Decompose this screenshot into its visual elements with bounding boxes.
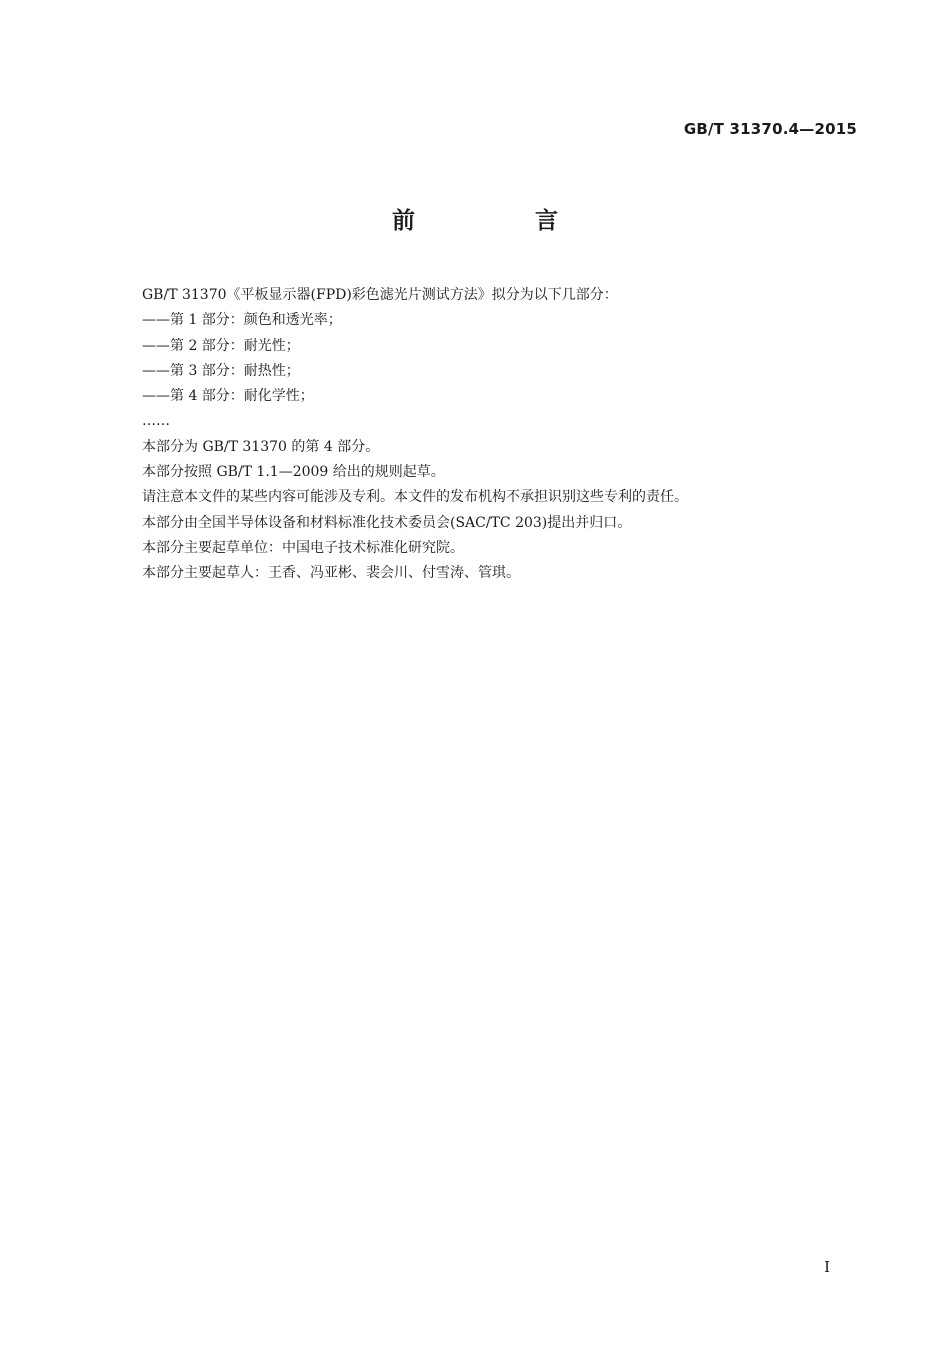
list-item-part4: ——第 4 部分：耐化学性； (142, 388, 314, 405)
drafting-unit-paragraph: 本部分主要起草单位：中国电子技术标准化研究院。 (142, 539, 464, 556)
page-number: I (824, 1258, 830, 1276)
drafting-rules-paragraph: 本部分按照 GB/T 1.1—2009 给出的规则起草。 (142, 464, 445, 481)
standard-number: GB/T 31370.4—2015 (683, 120, 857, 138)
list-ellipsis: …… (142, 413, 170, 430)
proposed-by-paragraph: 本部分由全国半导体设备和材料标准化技术委员会(SAC/TC 203)提出并归口。 (142, 514, 632, 531)
this-part-paragraph: 本部分为 GB/T 31370 的第 4 部分。 (142, 438, 380, 455)
list-item-part3: ——第 3 部分：耐热性； (142, 362, 300, 379)
list-item-part2: ——第 2 部分：耐光性； (142, 337, 300, 354)
intro-paragraph: GB/T 31370《平板显示器(FPD)彩色滤光片测试方法》拟分为以下几部分： (142, 287, 618, 303)
drafters-paragraph: 本部分主要起草人：王香、冯亚彬、裴会川、付雪涛、管琪。 (142, 565, 520, 582)
list-item-part1: ——第 1 部分：颜色和透光率； (142, 312, 342, 329)
patent-notice-paragraph: 请注意本文件的某些内容可能涉及专利。本文件的发布机构不承担识别这些专利的责任。 (142, 489, 688, 506)
page-title: 前 言 (391, 208, 614, 234)
foreword-body (142, 283, 842, 587)
